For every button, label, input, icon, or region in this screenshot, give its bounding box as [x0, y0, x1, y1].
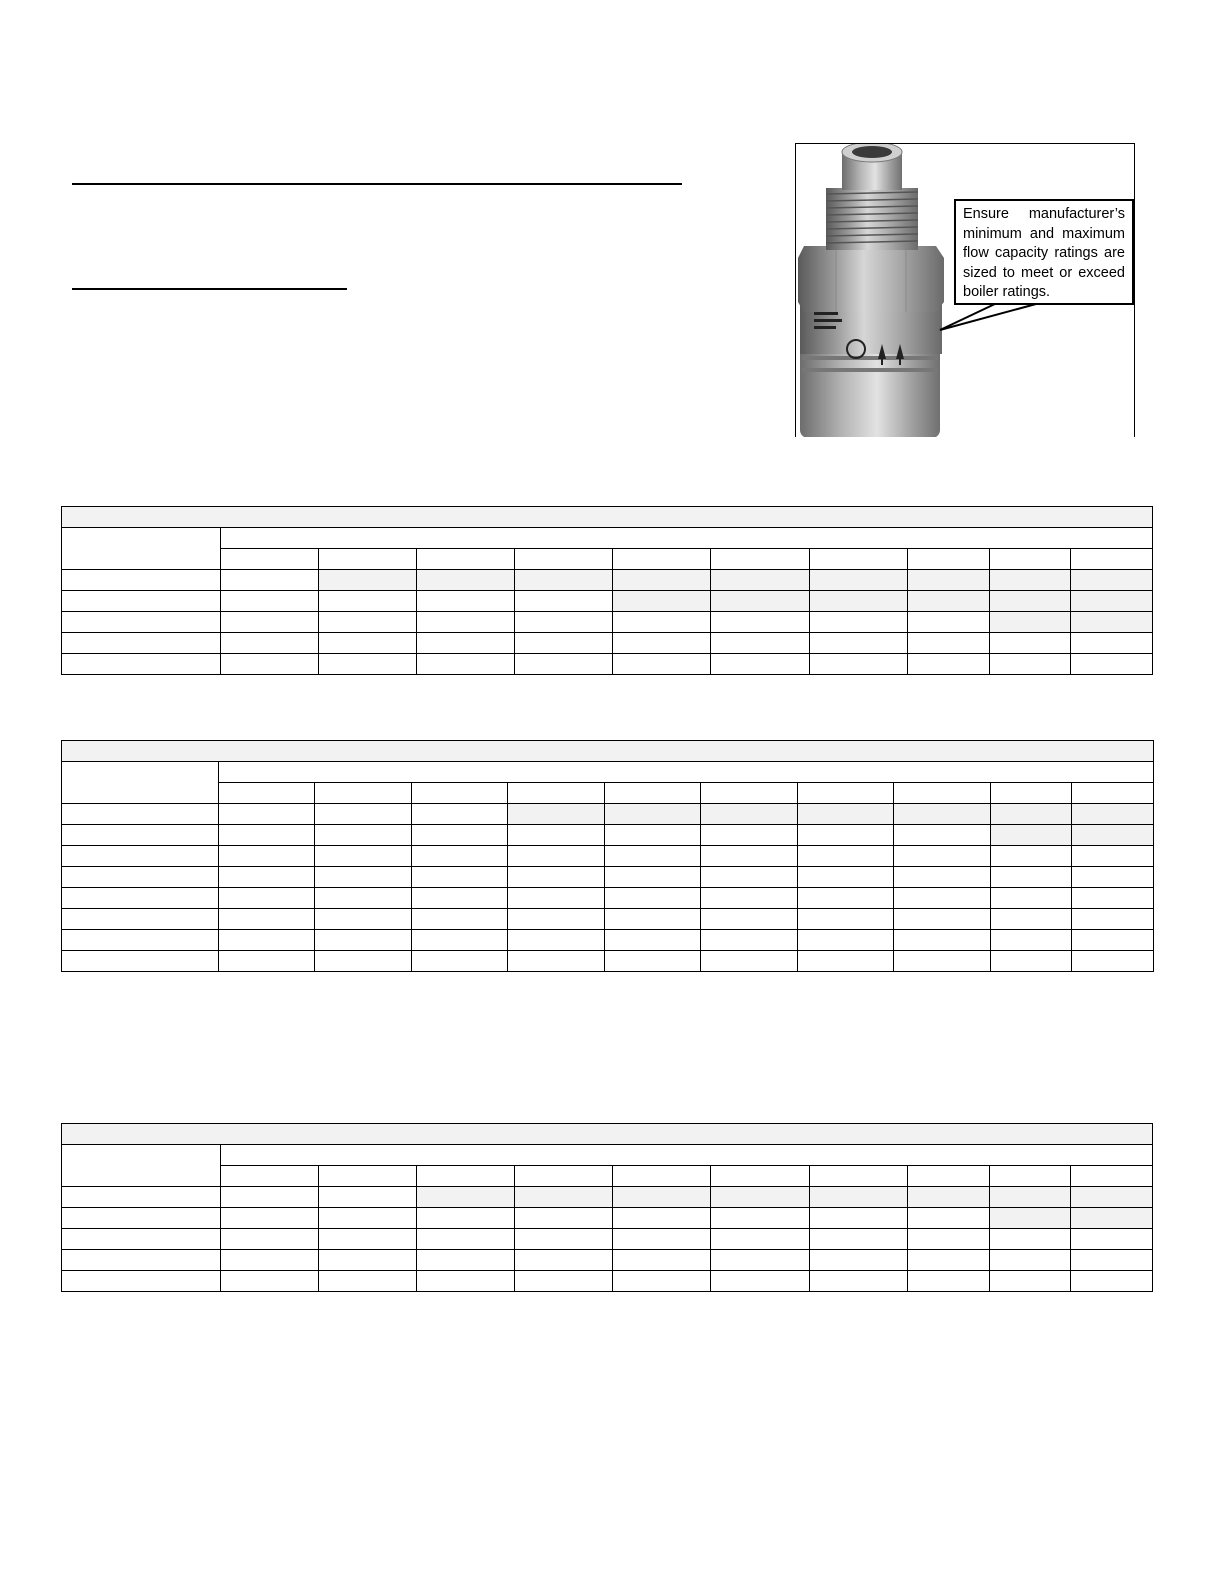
- table-row: [62, 1229, 1153, 1250]
- table-cell: [613, 1271, 711, 1292]
- table-cell: [315, 888, 412, 909]
- table-cell: [907, 654, 989, 675]
- column-header-cell: [221, 1166, 319, 1187]
- table-cell: [221, 570, 319, 591]
- table-cell: [1072, 909, 1154, 930]
- table-header-row: [62, 1145, 1153, 1166]
- table-cell: [989, 633, 1070, 654]
- column-header-cell: [515, 1166, 613, 1187]
- table-cell: [417, 1208, 515, 1229]
- table-cell: [508, 825, 605, 846]
- table-cell: [809, 633, 907, 654]
- table-cell: [219, 951, 315, 972]
- column-header-cell: [907, 1166, 989, 1187]
- table-cell: [315, 825, 412, 846]
- table-cell: [515, 1250, 613, 1271]
- table-cell: [991, 867, 1072, 888]
- table-cell: [894, 825, 991, 846]
- table-cell: [412, 909, 508, 930]
- row-label-cell: [62, 930, 219, 951]
- column-header-cell: [798, 783, 894, 804]
- table-cell: [508, 888, 605, 909]
- table-cell: [1072, 951, 1154, 972]
- table-cell: [894, 888, 991, 909]
- table-cell: [515, 633, 613, 654]
- table-cell: [613, 654, 711, 675]
- table-cell: [315, 930, 412, 951]
- table-cell: [605, 846, 701, 867]
- table-cell: [319, 1187, 417, 1208]
- table-row: [62, 846, 1154, 867]
- table-cell: [515, 570, 613, 591]
- column-header-cell: [1070, 549, 1152, 570]
- row-label-cell: [62, 909, 219, 930]
- table-cell: [989, 1187, 1070, 1208]
- table-row: [62, 1250, 1153, 1271]
- table-row: [62, 951, 1154, 972]
- table-cell: [417, 1187, 515, 1208]
- row-label-cell: [62, 654, 221, 675]
- table-cell: [989, 1229, 1070, 1250]
- table-cell: [798, 867, 894, 888]
- row-label-cell: [62, 951, 219, 972]
- table-cell: [613, 570, 711, 591]
- table-cell: [809, 654, 907, 675]
- table-cell: [711, 591, 809, 612]
- table-cell: [417, 633, 515, 654]
- column-header-cell: [613, 1166, 711, 1187]
- column-header-cell: [315, 783, 412, 804]
- callout-box: Ensure manufacturer’s minimum and maximum flow capacity ratings are sized to meet or exceed boiler ratings.: [954, 199, 1134, 305]
- column-header-cell: [894, 783, 991, 804]
- table-cell: [319, 1271, 417, 1292]
- row-label-cell: [62, 846, 219, 867]
- table-cell: [417, 591, 515, 612]
- row-label-cell: [62, 804, 219, 825]
- column-header-cell: [219, 783, 315, 804]
- table-row: [62, 909, 1154, 930]
- table-cell: [412, 930, 508, 951]
- table-cell: [798, 825, 894, 846]
- table-cell: [1072, 804, 1154, 825]
- row-label-cell: [62, 1187, 221, 1208]
- row-label-cell: [62, 612, 221, 633]
- column-header-cell: [1070, 1166, 1152, 1187]
- flow-rating-table-3: [61, 1123, 1153, 1292]
- table-cell: [991, 909, 1072, 930]
- row-label-cell: [62, 591, 221, 612]
- column-header-cell: [417, 549, 515, 570]
- table-cell: [711, 633, 809, 654]
- column-header-cell: [989, 1166, 1070, 1187]
- group-header-cell: [221, 528, 1153, 549]
- table-cell: [1070, 1250, 1152, 1271]
- row-label-cell: [62, 570, 221, 591]
- table-cell: [1070, 654, 1152, 675]
- table-cell: [605, 951, 701, 972]
- column-header-cell: [907, 549, 989, 570]
- table-cell: [711, 1208, 809, 1229]
- table-row: [62, 867, 1154, 888]
- table-cell: [417, 654, 515, 675]
- table-cell: [701, 930, 798, 951]
- table-cell: [219, 930, 315, 951]
- table-cell: [991, 846, 1072, 867]
- row-label-cell: [62, 633, 221, 654]
- table-cell: [508, 804, 605, 825]
- row-header-cell: [62, 762, 219, 804]
- table-cell: [711, 654, 809, 675]
- table-cell: [798, 909, 894, 930]
- table-cell: [412, 867, 508, 888]
- table-cell: [613, 591, 711, 612]
- table-row: [62, 930, 1154, 951]
- table-cell: [221, 1250, 319, 1271]
- table-cell: [701, 867, 798, 888]
- table-cell: [412, 888, 508, 909]
- flow-rating-table-2: [61, 740, 1154, 972]
- table-title-row: [62, 741, 1154, 762]
- table-cell: [989, 570, 1070, 591]
- table-cell: [219, 888, 315, 909]
- column-header-cell: [1072, 783, 1154, 804]
- table-cell: [809, 570, 907, 591]
- table-cell: [991, 825, 1072, 846]
- table-cell: [989, 612, 1070, 633]
- table-cell: [319, 1250, 417, 1271]
- table-cell: [613, 1208, 711, 1229]
- table-cell: [508, 930, 605, 951]
- column-header-cell: [508, 783, 605, 804]
- column-header-cell: [809, 549, 907, 570]
- column-header-cell: [991, 783, 1072, 804]
- table-cell: [412, 951, 508, 972]
- table-cell: [315, 909, 412, 930]
- flow-rating-table-1: [61, 506, 1153, 675]
- table-cell: [315, 951, 412, 972]
- table-cell: [989, 654, 1070, 675]
- table-cell: [894, 867, 991, 888]
- table-cell: [711, 1250, 809, 1271]
- table-cell: [219, 825, 315, 846]
- table-cell: [798, 930, 894, 951]
- column-header-cell: [412, 783, 508, 804]
- table-row: [62, 888, 1154, 909]
- table-cell: [711, 1187, 809, 1208]
- table-cell: [417, 1250, 515, 1271]
- table-cell: [319, 570, 417, 591]
- table-cell: [319, 1229, 417, 1250]
- table-cell: [412, 846, 508, 867]
- table-cell: [711, 1229, 809, 1250]
- table-cell: [1072, 888, 1154, 909]
- column-header-cell: [605, 783, 701, 804]
- table-cell: [219, 909, 315, 930]
- table-row: [62, 612, 1153, 633]
- table-cell: [1070, 612, 1152, 633]
- table-cell: [701, 888, 798, 909]
- table-cell: [605, 867, 701, 888]
- table-cell: [701, 846, 798, 867]
- table-cell: [613, 1250, 711, 1271]
- heading-underline-1: [72, 183, 682, 185]
- table-cell: [798, 804, 894, 825]
- table-cell: [613, 612, 711, 633]
- table-title-cell: [62, 741, 1154, 762]
- table-cell: [221, 633, 319, 654]
- row-header-cell: [62, 528, 221, 570]
- table-cell: [809, 1250, 907, 1271]
- table-cell: [605, 930, 701, 951]
- row-label-cell: [62, 825, 219, 846]
- column-header-cell: [221, 549, 319, 570]
- column-header-cell: [711, 549, 809, 570]
- table-cell: [508, 867, 605, 888]
- table-cell: [417, 612, 515, 633]
- table-cell: [515, 591, 613, 612]
- table-row: [62, 1187, 1153, 1208]
- column-header-row: [62, 549, 1153, 570]
- table-cell: [809, 612, 907, 633]
- table-cell: [907, 1208, 989, 1229]
- table-cell: [809, 591, 907, 612]
- table-cell: [319, 1208, 417, 1229]
- table-row: [62, 591, 1153, 612]
- table-cell: [515, 1271, 613, 1292]
- table-cell: [315, 804, 412, 825]
- column-header-cell: [515, 549, 613, 570]
- table-cell: [711, 612, 809, 633]
- table-cell: [417, 1271, 515, 1292]
- table-cell: [1070, 591, 1152, 612]
- row-label-cell: [62, 1208, 221, 1229]
- table-cell: [1070, 570, 1152, 591]
- table-cell: [907, 1271, 989, 1292]
- table-cell: [319, 591, 417, 612]
- table-cell: [989, 1271, 1070, 1292]
- table-cell: [894, 951, 991, 972]
- table-cell: [907, 633, 989, 654]
- table-cell: [508, 951, 605, 972]
- table-cell: [701, 909, 798, 930]
- table-cell: [515, 654, 613, 675]
- column-header-cell: [417, 1166, 515, 1187]
- table-cell: [1070, 1187, 1152, 1208]
- table-cell: [221, 1229, 319, 1250]
- table-cell: [219, 846, 315, 867]
- table-cell: [798, 846, 894, 867]
- row-label-cell: [62, 867, 219, 888]
- table-title-row: [62, 507, 1153, 528]
- column-header-cell: [701, 783, 798, 804]
- table-cell: [221, 1271, 319, 1292]
- table-cell: [1070, 1271, 1152, 1292]
- column-header-row: [62, 1166, 1153, 1187]
- table-cell: [417, 570, 515, 591]
- table-cell: [221, 1208, 319, 1229]
- table-header-row: [62, 528, 1153, 549]
- table-cell: [319, 633, 417, 654]
- table-cell: [701, 951, 798, 972]
- table-cell: [701, 804, 798, 825]
- table-cell: [412, 804, 508, 825]
- column-header-cell: [319, 549, 417, 570]
- group-header-cell: [219, 762, 1154, 783]
- table-cell: [515, 612, 613, 633]
- table-cell: [319, 612, 417, 633]
- table-cell: [319, 654, 417, 675]
- table-cell: [221, 612, 319, 633]
- table-cell: [1072, 867, 1154, 888]
- table-cell: [613, 633, 711, 654]
- table-cell: [605, 888, 701, 909]
- table-row: [62, 570, 1153, 591]
- table-cell: [221, 654, 319, 675]
- table-row: [62, 825, 1154, 846]
- table-cell: [798, 888, 894, 909]
- table-cell: [907, 591, 989, 612]
- table-cell: [508, 909, 605, 930]
- column-header-row: [62, 783, 1154, 804]
- table-cell: [907, 570, 989, 591]
- table-cell: [1072, 825, 1154, 846]
- table-cell: [907, 1250, 989, 1271]
- table-cell: [1070, 1229, 1152, 1250]
- table-cell: [613, 1229, 711, 1250]
- table-cell: [907, 1187, 989, 1208]
- table-header-row: [62, 762, 1154, 783]
- table-cell: [221, 591, 319, 612]
- table-cell: [515, 1229, 613, 1250]
- table-cell: [412, 825, 508, 846]
- table-cell: [809, 1229, 907, 1250]
- column-header-cell: [989, 549, 1070, 570]
- table-cell: [989, 591, 1070, 612]
- table-cell: [711, 570, 809, 591]
- group-header-cell: [221, 1145, 1153, 1166]
- table-cell: [515, 1187, 613, 1208]
- table-cell: [894, 930, 991, 951]
- table-cell: [605, 825, 701, 846]
- table-title-cell: [62, 1124, 1153, 1145]
- table-cell: [315, 867, 412, 888]
- table-cell: [221, 1187, 319, 1208]
- column-header-cell: [711, 1166, 809, 1187]
- table-cell: [605, 804, 701, 825]
- table-cell: [219, 867, 315, 888]
- table-cell: [711, 1271, 809, 1292]
- table-cell: [991, 930, 1072, 951]
- table-row: [62, 1271, 1153, 1292]
- row-label-cell: [62, 1229, 221, 1250]
- table-title-row: [62, 1124, 1153, 1145]
- table-cell: [809, 1271, 907, 1292]
- table-cell: [701, 825, 798, 846]
- table-title-cell: [62, 507, 1153, 528]
- table-cell: [989, 1208, 1070, 1229]
- row-header-cell: [62, 1145, 221, 1187]
- row-label-cell: [62, 1271, 221, 1292]
- table-cell: [907, 612, 989, 633]
- table-cell: [894, 804, 991, 825]
- table-row: [62, 633, 1153, 654]
- table-cell: [417, 1229, 515, 1250]
- table-cell: [1070, 1208, 1152, 1229]
- column-header-cell: [319, 1166, 417, 1187]
- column-header-cell: [809, 1166, 907, 1187]
- table-cell: [219, 804, 315, 825]
- table-cell: [809, 1208, 907, 1229]
- table-cell: [809, 1187, 907, 1208]
- table-cell: [315, 846, 412, 867]
- row-label-cell: [62, 888, 219, 909]
- table-row: [62, 654, 1153, 675]
- table-cell: [508, 846, 605, 867]
- table-cell: [991, 804, 1072, 825]
- table-cell: [1072, 846, 1154, 867]
- table-cell: [613, 1187, 711, 1208]
- table-row: [62, 1208, 1153, 1229]
- table-cell: [1072, 930, 1154, 951]
- table-cell: [605, 909, 701, 930]
- row-label-cell: [62, 1250, 221, 1271]
- table-cell: [991, 888, 1072, 909]
- table-cell: [989, 1250, 1070, 1271]
- table-cell: [798, 951, 894, 972]
- table-cell: [894, 846, 991, 867]
- table-cell: [515, 1208, 613, 1229]
- column-header-cell: [613, 549, 711, 570]
- table-row: [62, 804, 1154, 825]
- table-cell: [991, 951, 1072, 972]
- table-cell: [1070, 633, 1152, 654]
- table-cell: [907, 1229, 989, 1250]
- heading-underline-2: [72, 288, 347, 290]
- table-cell: [894, 909, 991, 930]
